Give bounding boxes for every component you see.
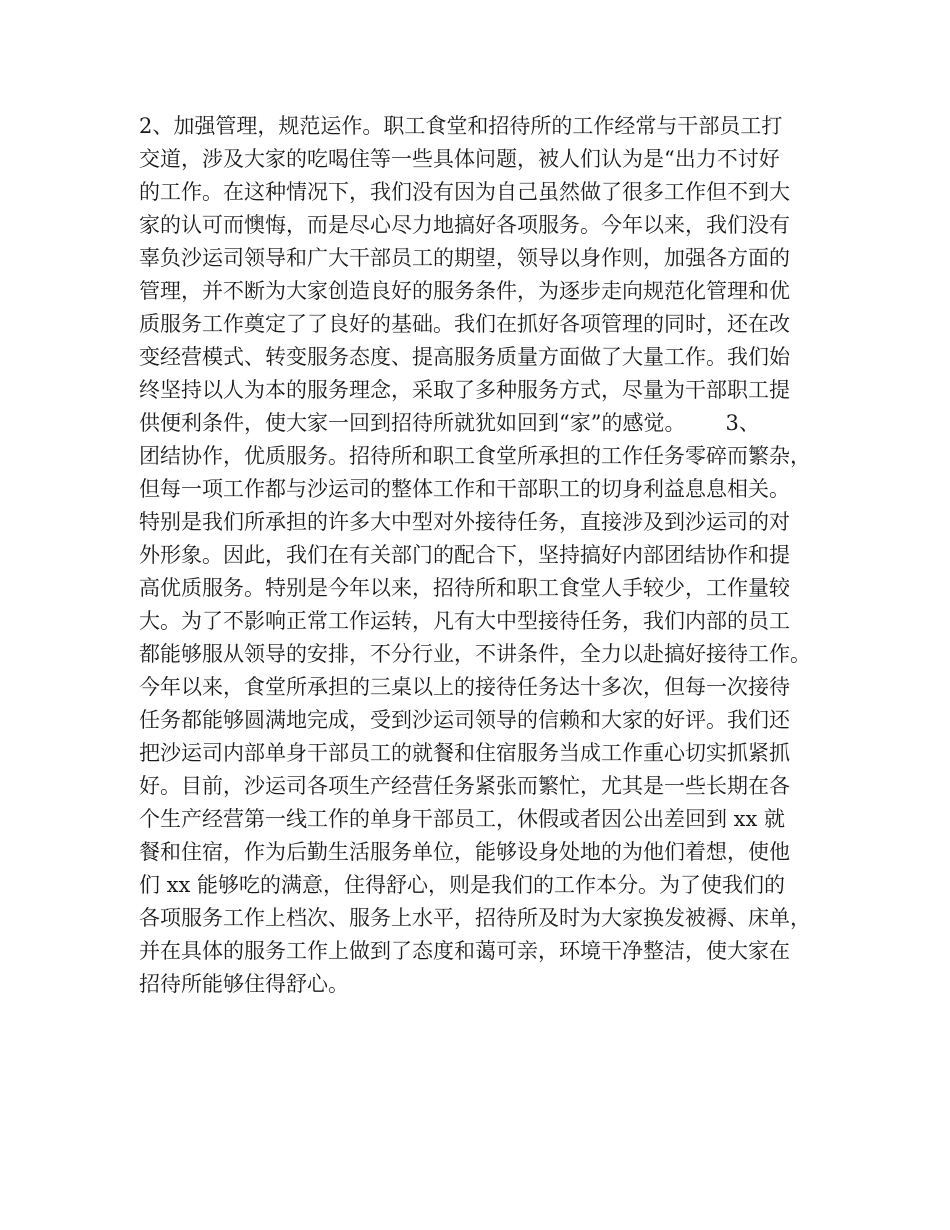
text-line: 变经营模式、转变服务态度、提高服务质量方面做了大量工作。我们始 [139,345,790,369]
text-line: 高优质服务。特别是今年以来，招待所和职工食堂人手较少，工作量较 [139,576,790,600]
text-line: 们 xx 能够吃的满意，住得舒心，则是我们的工作本分。为了使我们的 [139,873,786,897]
text-line: 供便利条件，使大家一回到招待所就犹如回到“家”的感觉。 3、 [139,411,760,435]
text-line: 都能够服从领导的安排，不分行业，不讲条件，全力以赴搞好接待工作。 [139,642,811,666]
text-line: 交道，涉及大家的吃喝住等一些具体问题，被人们认为是“出力不讨好 [139,147,780,171]
text-line: 大。为了不影响正常工作运转，凡有大中型接待任务，我们内部的员工 [139,609,790,633]
text-line: 个生产经营第一线工作的单身干部员工，休假或者因公出差回到 xx 就 [139,807,786,831]
text-line: 好。目前，沙运司各项生产经营任务紧张而繁忙，尤其是一些长期在各 [139,774,790,798]
text-line: 外形象。因此，我们在有关部门的配合下，坚持搞好内部团结协作和提 [139,543,790,567]
text-line: 质服务工作奠定了了良好的基础。我们在抓好各项管理的同时，还在改 [139,312,790,336]
text-line: 并在具体的服务工作上做到了态度和蔼可亲，环境干净整洁，使大家在 [139,939,790,963]
text-line: 把沙运司内部单身干部员工的就餐和住宿服务当成工作重心切实抓紧抓 [139,741,790,765]
text-line: 任务都能够圆满地完成，受到沙运司领导的信赖和大家的好评。我们还 [139,708,790,732]
text-line: 特别是我们所承担的许多大中型对外接待任务，直接涉及到沙运司的对 [139,510,790,534]
text-line: 家的认可而懊悔，而是尽心尽力地搞好各项服务。今年以来，我们没有 [139,213,790,237]
text-line: 但每一项工作都与沙运司的整体工作和干部职工的切身利益息息相关。 [139,477,790,501]
text-line: 2、加强管理，规范运作。职工食堂和招待所的工作经常与干部员工打 [139,114,783,138]
text-line: 餐和住宿，作为后勤生活服务单位，能够设身处地的为他们着想，使他 [139,840,790,864]
text-line: 管理，并不断为大家创造良好的服务条件，为逐步走向规范化管理和优 [139,279,790,303]
text-line: 终坚持以人为本的服务理念，采取了多种服务方式，尽量为干部职工提 [139,378,790,402]
text-line: 今年以来，食堂所承担的三桌以上的接待任务达十多次，但每一次接待 [139,675,790,699]
text-line: 招待所能够住得舒心。 [139,972,349,996]
text-line: 辜负沙运司领导和广大干部员工的期望，领导以身作则，加强各方面的 [139,246,790,270]
text-line: 团结协作，优质服务。招待所和职工食堂所承担的工作任务零碎而繁杂， [139,444,811,468]
text-line: 的工作。在这种情况下，我们没有因为自己虽然做了很多工作但不到大 [139,180,790,204]
body-text [139,110,839,1001]
text-line: 各项服务工作上档次、服务上水平，招待所及时为大家换发被褥、床单， [139,906,811,930]
